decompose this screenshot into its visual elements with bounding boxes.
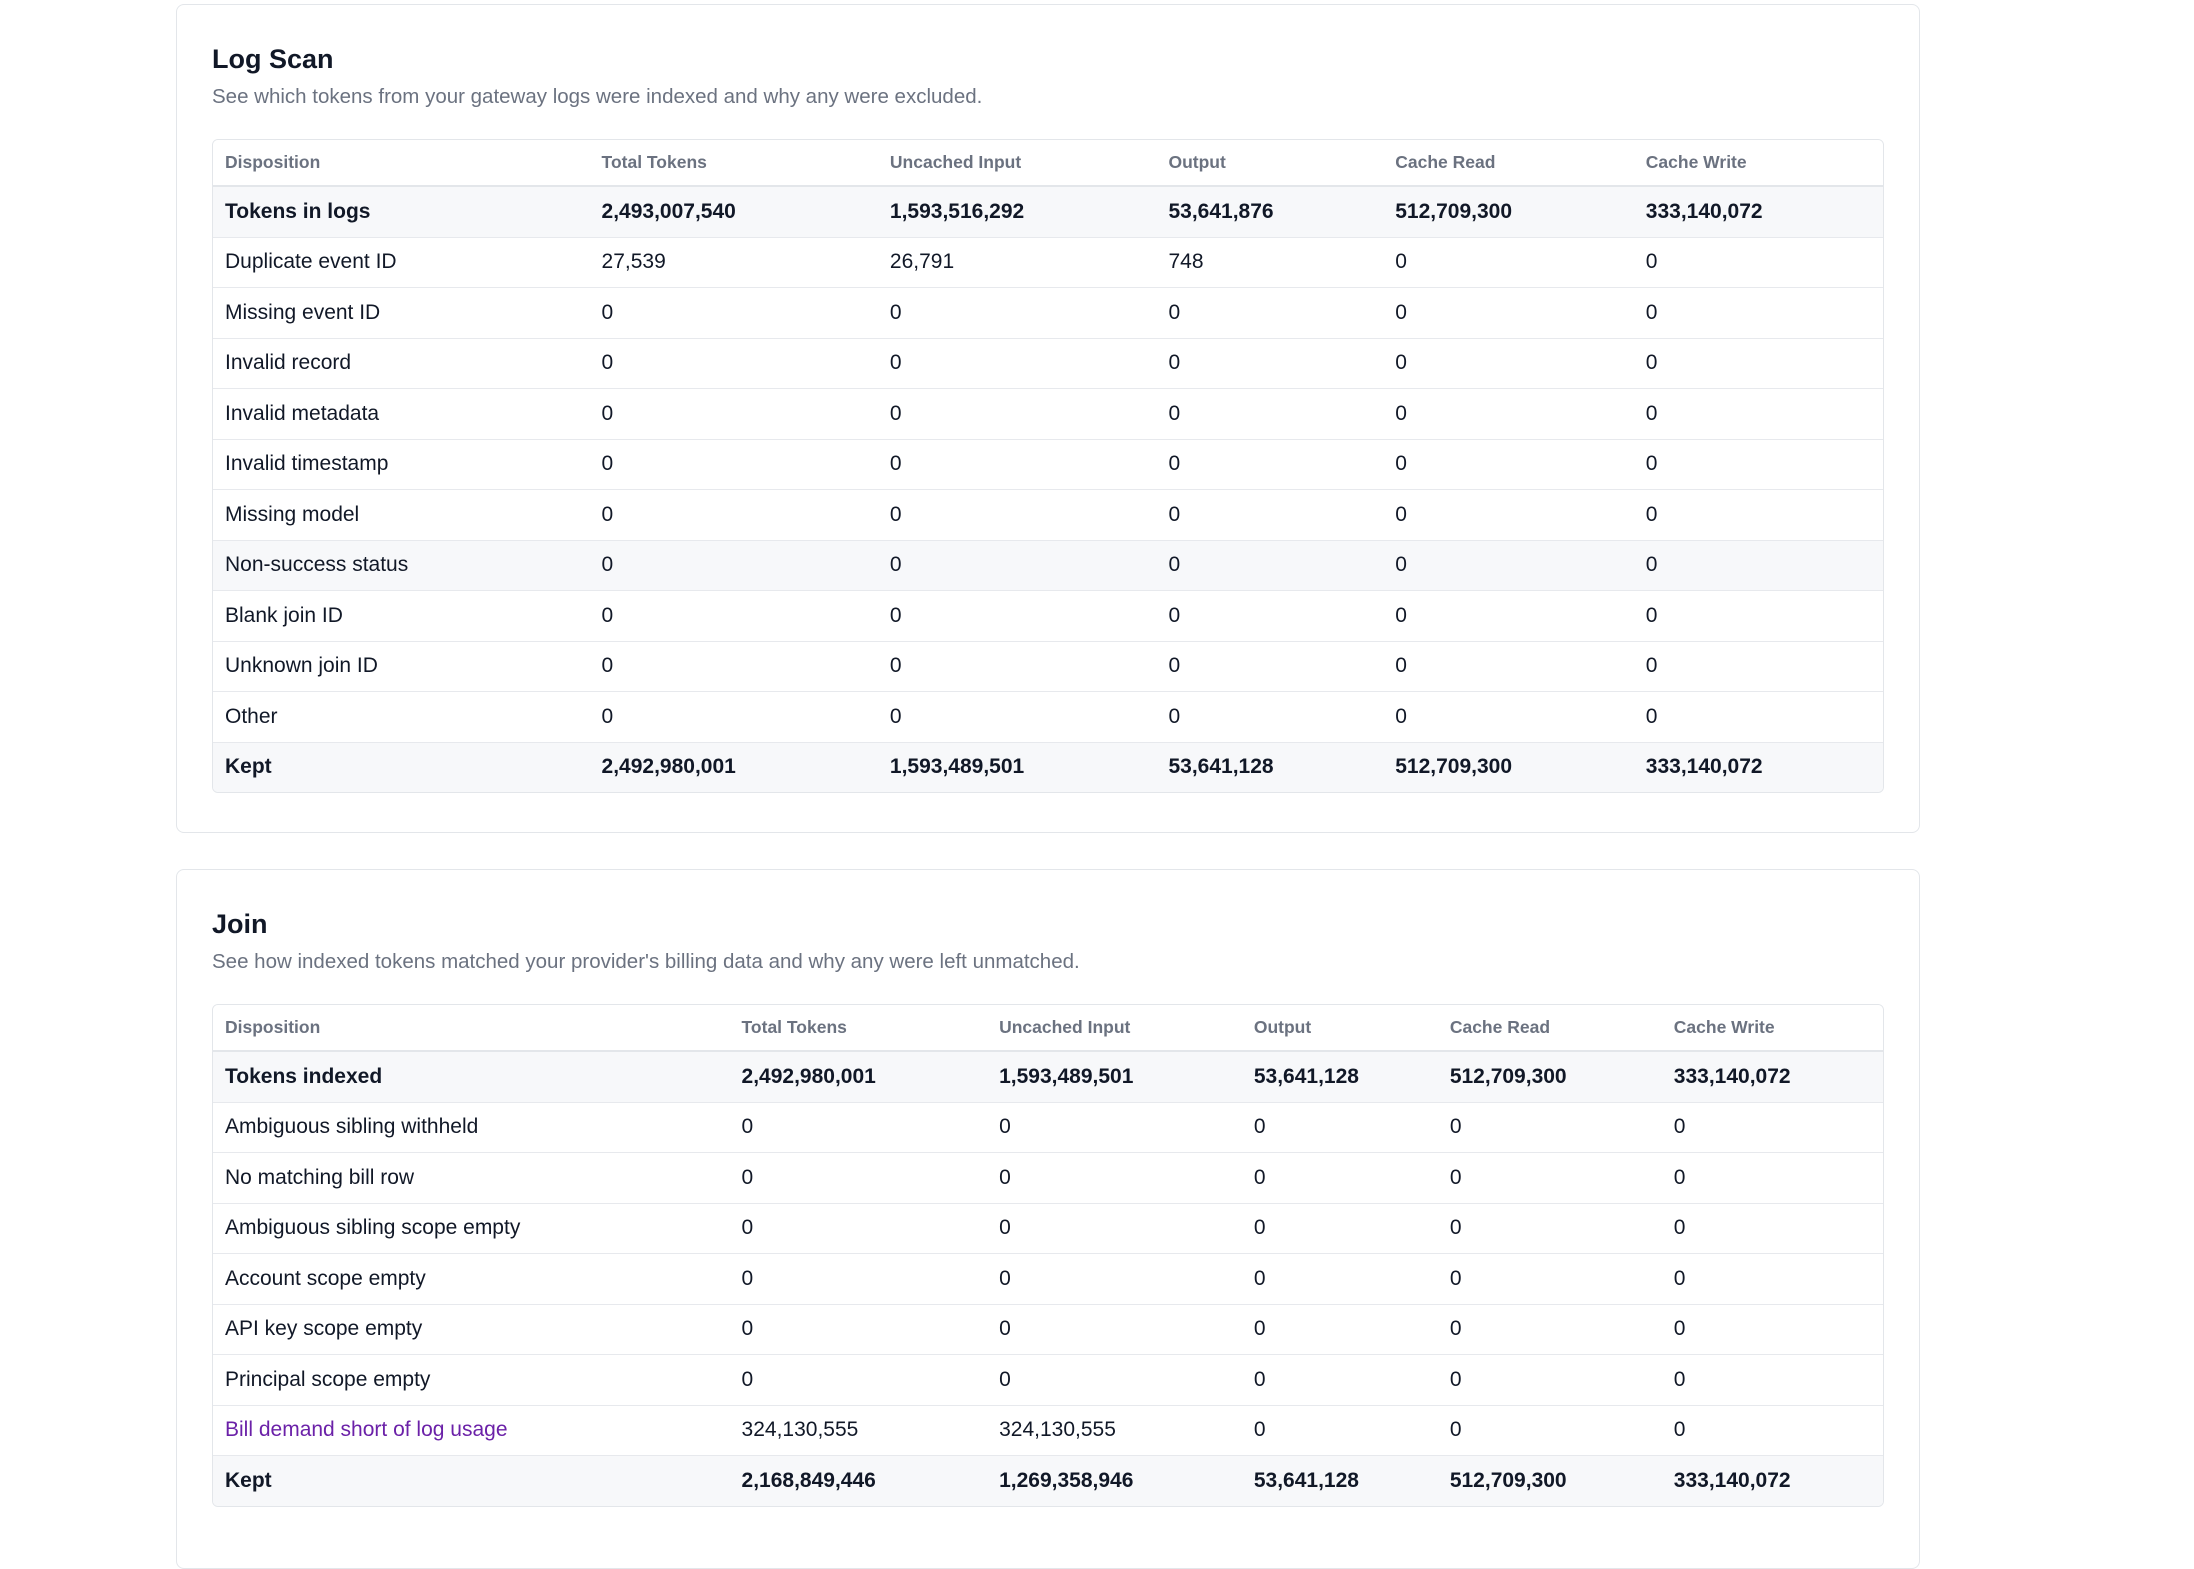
cell-output: 0	[1156, 641, 1383, 692]
table-row	[213, 1102, 1883, 1153]
log-scan-card	[176, 4, 1920, 833]
cell-output: 0	[1242, 1355, 1438, 1406]
disposition-label: Invalid metadata	[213, 389, 590, 440]
cell-cache-write: 0	[1662, 1405, 1883, 1456]
cell-uncached-input: 0	[878, 338, 1157, 389]
cell-uncached-input: 0	[878, 490, 1157, 541]
cell-output: 0	[1242, 1203, 1438, 1254]
cell-total-tokens: 0	[590, 490, 878, 541]
cell-output: 0	[1242, 1254, 1438, 1305]
cell-cache-read: 0	[1383, 692, 1634, 743]
table-row	[213, 1051, 1883, 1102]
cell-output: 0	[1156, 389, 1383, 440]
cell-cache-write: 0	[1662, 1355, 1883, 1406]
cell-total-tokens: 0	[590, 540, 878, 591]
cell-total-tokens: 0	[590, 389, 878, 440]
cell-output: 0	[1156, 338, 1383, 389]
cell-total-tokens: 2,492,980,001	[730, 1051, 988, 1102]
disposition-link[interactable]: Bill demand short of log usage	[213, 1405, 730, 1456]
cell-cache-read: 0	[1383, 389, 1634, 440]
cell-cache-read: 0	[1438, 1304, 1662, 1355]
disposition-label: Missing model	[213, 490, 590, 541]
cell-cache-read: 0	[1383, 490, 1634, 541]
log-scan-table	[213, 140, 1883, 792]
cell-output: 0	[1156, 490, 1383, 541]
column-header-total-tokens: Total Tokens	[590, 140, 878, 186]
cell-cache-read: 512,709,300	[1383, 742, 1634, 792]
disposition-label: Ambiguous sibling scope empty	[213, 1203, 730, 1254]
disposition-label: Kept	[213, 1456, 730, 1506]
cell-cache-read: 0	[1438, 1102, 1662, 1153]
cell-output: 0	[1156, 591, 1383, 642]
cell-cache-read: 512,709,300	[1438, 1456, 1662, 1506]
cell-total-tokens: 0	[590, 692, 878, 743]
table-row	[213, 692, 1883, 743]
table-header-row	[213, 140, 1883, 186]
cell-cache-read: 0	[1383, 338, 1634, 389]
cell-cache-write: 0	[1634, 288, 1883, 339]
cell-uncached-input: 0	[878, 540, 1157, 591]
table-row	[213, 1456, 1883, 1506]
cell-uncached-input: 0	[987, 1102, 1242, 1153]
cell-cache-read: 0	[1438, 1153, 1662, 1204]
log-scan-title: Log Scan	[212, 44, 334, 74]
cell-cache-write: 0	[1634, 389, 1883, 440]
table-row	[213, 1203, 1883, 1254]
cell-cache-write: 333,140,072	[1662, 1456, 1883, 1506]
cell-cache-read: 0	[1438, 1254, 1662, 1305]
column-header-uncached-input: Uncached Input	[878, 140, 1157, 186]
column-header-cache-read: Cache Read	[1438, 1005, 1662, 1051]
cell-total-tokens: 0	[590, 641, 878, 692]
disposition-label: Invalid record	[213, 338, 590, 389]
disposition-label: Non-success status	[213, 540, 590, 591]
cell-total-tokens: 2,492,980,001	[590, 742, 878, 792]
cell-cache-write: 0	[1662, 1102, 1883, 1153]
table-row	[213, 1254, 1883, 1305]
cell-total-tokens: 0	[590, 288, 878, 339]
cell-uncached-input: 0	[878, 389, 1157, 440]
disposition-label: Tokens in logs	[213, 186, 590, 237]
cell-output: 748	[1156, 237, 1383, 288]
table-row	[213, 439, 1883, 490]
join-title: Join	[212, 909, 268, 939]
cell-uncached-input: 0	[987, 1254, 1242, 1305]
disposition-label: Kept	[213, 742, 590, 792]
cell-output: 0	[1156, 692, 1383, 743]
cell-output: 0	[1156, 288, 1383, 339]
disposition-label: No matching bill row	[213, 1153, 730, 1204]
cell-cache-read: 0	[1383, 540, 1634, 591]
cell-total-tokens: 0	[590, 338, 878, 389]
table-row	[213, 1153, 1883, 1204]
cell-uncached-input: 1,593,489,501	[987, 1051, 1242, 1102]
table-row	[213, 1355, 1883, 1406]
cell-total-tokens: 0	[730, 1355, 988, 1406]
column-header-cache-write: Cache Write	[1662, 1005, 1883, 1051]
cell-total-tokens: 0	[730, 1304, 988, 1355]
cell-uncached-input: 26,791	[878, 237, 1157, 288]
cell-uncached-input: 0	[878, 692, 1157, 743]
cell-cache-write: 0	[1634, 692, 1883, 743]
cell-cache-write: 0	[1662, 1254, 1883, 1305]
cell-cache-read: 0	[1383, 288, 1634, 339]
cell-output: 0	[1242, 1102, 1438, 1153]
cell-cache-write: 0	[1634, 591, 1883, 642]
cell-uncached-input: 0	[987, 1153, 1242, 1204]
cell-cache-read: 0	[1438, 1405, 1662, 1456]
cell-cache-read: 0	[1383, 591, 1634, 642]
cell-uncached-input: 324,130,555	[987, 1405, 1242, 1456]
cell-uncached-input: 1,593,489,501	[878, 742, 1157, 792]
column-header-total-tokens: Total Tokens	[730, 1005, 988, 1051]
cell-cache-write: 0	[1662, 1153, 1883, 1204]
cell-output: 0	[1156, 439, 1383, 490]
table-row	[213, 186, 1883, 237]
join-description: See how indexed tokens matched your provider's billing data and why any were left unmatched.	[212, 950, 1080, 973]
cell-cache-read: 0	[1383, 237, 1634, 288]
cell-cache-read: 512,709,300	[1438, 1051, 1662, 1102]
cell-uncached-input: 1,269,358,946	[987, 1456, 1242, 1506]
disposition-label: Other	[213, 692, 590, 743]
table-row	[213, 288, 1883, 339]
cell-cache-read: 0	[1438, 1355, 1662, 1406]
cell-total-tokens: 324,130,555	[730, 1405, 988, 1456]
disposition-label: Ambiguous sibling withheld	[213, 1102, 730, 1153]
cell-uncached-input: 0	[878, 641, 1157, 692]
cell-cache-read: 0	[1438, 1203, 1662, 1254]
cell-output: 0	[1242, 1153, 1438, 1204]
cell-uncached-input: 1,593,516,292	[878, 186, 1157, 237]
column-header-uncached-input: Uncached Input	[987, 1005, 1242, 1051]
cell-cache-write: 0	[1634, 439, 1883, 490]
cell-output: 0	[1242, 1405, 1438, 1456]
table-row	[213, 490, 1883, 541]
cell-cache-write: 333,140,072	[1634, 186, 1883, 237]
cell-cache-write: 0	[1634, 490, 1883, 541]
cell-output: 53,641,128	[1242, 1456, 1438, 1506]
cell-total-tokens: 0	[730, 1254, 988, 1305]
cell-uncached-input: 0	[878, 439, 1157, 490]
cell-cache-write: 0	[1662, 1304, 1883, 1355]
cell-total-tokens: 0	[730, 1102, 988, 1153]
cell-uncached-input: 0	[878, 288, 1157, 339]
disposition-label: Principal scope empty	[213, 1355, 730, 1406]
cell-total-tokens: 0	[730, 1203, 988, 1254]
column-header-output: Output	[1242, 1005, 1438, 1051]
cell-cache-write: 333,140,072	[1634, 742, 1883, 792]
cell-output: 0	[1156, 540, 1383, 591]
column-header-cache-write: Cache Write	[1634, 140, 1883, 186]
table-row	[213, 1405, 1883, 1456]
disposition-label: Blank join ID	[213, 591, 590, 642]
cell-cache-write: 333,140,072	[1662, 1051, 1883, 1102]
cell-uncached-input: 0	[987, 1355, 1242, 1406]
cell-cache-read: 512,709,300	[1383, 186, 1634, 237]
disposition-label: Tokens indexed	[213, 1051, 730, 1102]
cell-cache-read: 0	[1383, 439, 1634, 490]
disposition-label: Invalid timestamp	[213, 439, 590, 490]
cell-total-tokens: 0	[730, 1153, 988, 1204]
disposition-label: Duplicate event ID	[213, 237, 590, 288]
disposition-label: API key scope empty	[213, 1304, 730, 1355]
cell-cache-write: 0	[1634, 237, 1883, 288]
log-scan-description: See which tokens from your gateway logs were indexed and why any were excluded.	[212, 85, 983, 108]
table-header-row	[213, 1005, 1883, 1051]
table-row	[213, 641, 1883, 692]
disposition-label: Missing event ID	[213, 288, 590, 339]
cell-total-tokens: 27,539	[590, 237, 878, 288]
join-table	[213, 1005, 1883, 1506]
join-table-wrapper	[212, 1004, 1884, 1507]
cell-cache-write: 0	[1634, 641, 1883, 692]
table-row	[213, 742, 1883, 792]
disposition-label: Unknown join ID	[213, 641, 590, 692]
cell-cache-read: 0	[1383, 641, 1634, 692]
cell-cache-write: 0	[1634, 540, 1883, 591]
disposition-label: Account scope empty	[213, 1254, 730, 1305]
column-header-cache-read: Cache Read	[1383, 140, 1634, 186]
cell-total-tokens: 0	[590, 591, 878, 642]
cell-total-tokens: 0	[590, 439, 878, 490]
cell-uncached-input: 0	[987, 1304, 1242, 1355]
join-card	[176, 869, 1920, 1569]
cell-output: 53,641,128	[1242, 1051, 1438, 1102]
column-header-output: Output	[1156, 140, 1383, 186]
cell-total-tokens: 2,493,007,540	[590, 186, 878, 237]
table-row	[213, 1304, 1883, 1355]
table-row	[213, 389, 1883, 440]
cell-output: 53,641,876	[1156, 186, 1383, 237]
table-row	[213, 591, 1883, 642]
cell-uncached-input: 0	[878, 591, 1157, 642]
cell-output: 53,641,128	[1156, 742, 1383, 792]
cell-uncached-input: 0	[987, 1203, 1242, 1254]
table-row	[213, 338, 1883, 389]
cell-cache-write: 0	[1662, 1203, 1883, 1254]
column-header-disposition: Disposition	[213, 140, 590, 186]
table-row	[213, 540, 1883, 591]
table-row	[213, 237, 1883, 288]
log-scan-table-wrapper	[212, 139, 1884, 793]
cell-output: 0	[1242, 1304, 1438, 1355]
column-header-disposition: Disposition	[213, 1005, 730, 1051]
cell-total-tokens: 2,168,849,446	[730, 1456, 988, 1506]
cell-cache-write: 0	[1634, 338, 1883, 389]
